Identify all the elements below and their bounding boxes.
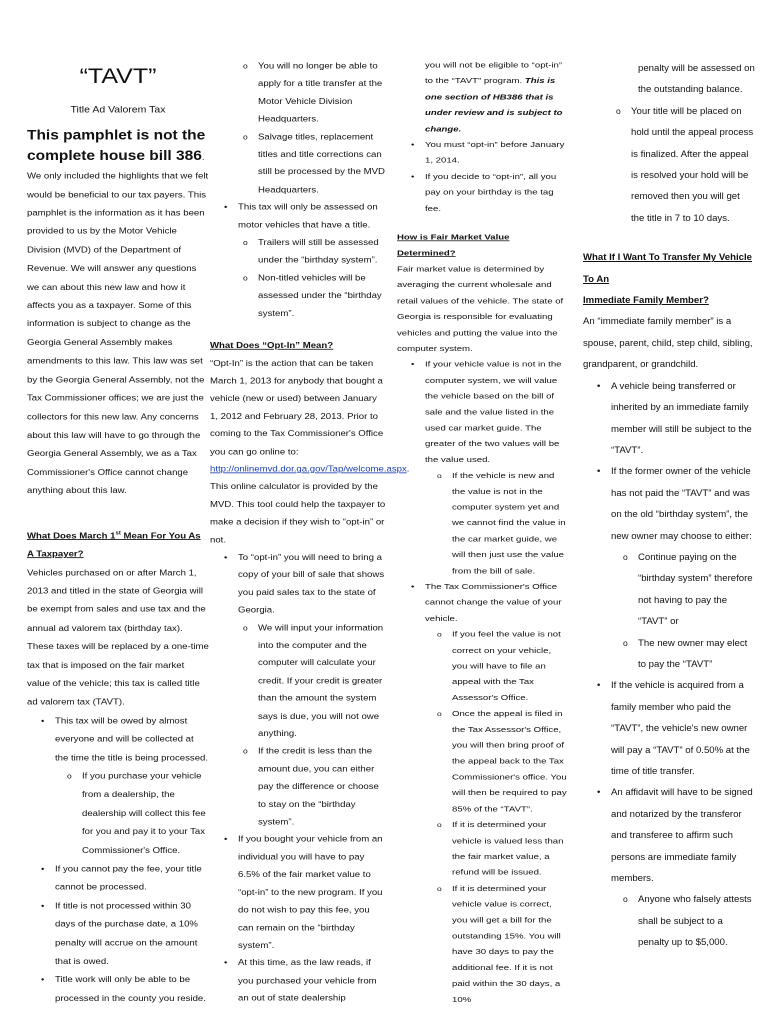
fair-market-paragraph: Fair market value is determined by averaging the current wholesale and retail values of the vehicle. The state of Georgia is responsible for evaluating vehicles and putting the value into the computer system. [397, 265, 564, 354]
family-heading-line2: Immediate Family Member? [583, 295, 709, 307]
list-item: • If you cannot pay the fee, your title cannot be processed. [27, 860, 209, 897]
list-item: • An affidavit will have to be signed and notarized by the transferor and transferee to affirm such persons are immediate family members. [583, 782, 755, 889]
opt-in-heading: What Does “Opt-In” Mean? [210, 341, 334, 351]
intro-text: . We only included the highlights that we felt would be beneficial to our tax payers. This pamphlet is the information as it has been provided to us by the Motor Vehicle Division (MVD) of the Department of Revenue. We will answer any questions we can about this new law and how it affects you as a taxpayer. Some of this information is subject to change as the Georgia General Assembly makes amendments to this law. This law was set by the Georgia General Assembly, not the Tax Commissioner offices; we are just the collectors for this new law. Any concerns about this law will have to go through the Georgia General Assembly, we as a Tax Commissioner's Office cannot change anything about this law. [27, 153, 209, 496]
list-subitem: o We will input your information into the computer and the computer will calculate your credit. If your credit is greater than the amount the system says is due, you will not owe anything. [210, 620, 386, 743]
list-item: • If the former owner of the vehicle has not paid the “TAVT” and was on the old “birthday system”, the new owner may choose to either: [583, 461, 755, 547]
list-subitem: o Salvage titles, replacement titles and title corrections can still be processed by the MVD Headquarters. [210, 129, 386, 200]
fair-market-heading: How is Fair Market Value Determined? [397, 233, 510, 258]
list-subitem: o You will no longer be able to apply for a title transfer at the Motor Vehicle Division Headquarters. [210, 58, 386, 129]
list-subitem: o If you feel the value is not correct on your vehicle, you will have to file an appeal with the Tax Assessor's Office. [397, 627, 569, 706]
list-item: • If you bought your vehicle from an individual you will have to pay 6.5% of the fair market value to “opt-in” to the new program. If you do not wish to pay this fee, you can remain on the “birthday system”. [210, 831, 386, 954]
list-item: • You must “opt-in” before January 1, 2014. [397, 137, 569, 169]
opt-in-paragraph [210, 355, 410, 549]
list-item: • The Tax Commissioner's Office cannot change the value of your vehicle. [397, 579, 569, 627]
list-item: • If the vehicle is acquired from a family member who paid the “TAVT”, the vehicle's new owner will pay a “TAVT” of 0.50% at the time of title transfer. [583, 675, 755, 782]
list-item: • If title is not processed within 30 days of the purchase date, a 10% penalty will accrue on the amount that is owed. [27, 897, 209, 971]
list-item: • This tax will only be assessed on motor vehicles that have a title. [210, 199, 386, 234]
column-4 [583, 58, 755, 954]
list-subitem: o If you purchase your vehicle from a dealership, the dealership will collect this fee for you and pay it to your Tax Commissioner's Office. [27, 767, 209, 860]
column-2 [210, 58, 410, 1008]
list-subitem: o If it is determined your vehicle value is correct, you will get a bill for the outstanding 15%. You will have 30 days to pay the additional fee. If it is not paid within the 30 days, a 10% [397, 881, 569, 1008]
list-item: • If you decide to “opt-in”, all you pay on your birthday is the tag fee. [397, 169, 569, 217]
list-item: • At this time, as the law reads, if you purchased your vehicle from an out of state dealership [210, 955, 386, 1008]
intro-paragraph [27, 127, 209, 501]
march-heading [27, 525, 209, 564]
march-paragraph: Vehicles purchased on or after March 1, 2013 and titled in the state of Georgia will be exempt from sales and use tax and the annual ad valorem tax (birthday tax). These taxes will be replaced by a one-time tax that is imposed on the fair market value of the vehicle; this tax is called title ad valorem tax (TAVT). [27, 568, 209, 708]
continued-text: penalty will be assessed on the outstanding balance. [638, 63, 755, 96]
continued-text [397, 58, 569, 137]
pamphlet-title: “TAVT” [79, 64, 157, 89]
list-subitem: o Your title will be placed on hold until the appeal process is finalized. After the appeal is resolved your hold will be removed then you will get the title in 7 to 10 days. [583, 101, 755, 229]
march-heading-pre: What Does March 1 [27, 531, 116, 541]
list-subitem: o Non-titled vehicles will be assessed under the “birthday system”. [210, 270, 386, 323]
march-heading-sup: st [115, 530, 121, 537]
list-subitem: o If it is determined your vehicle is valued less than the fair market value, a refund will be issued. [397, 817, 569, 881]
opt-in-text: “Opt-In” is the action that can be taken March 1, 2013 for anybody that bought a vehicle (new or used) between January 1, 2012 and February 28, 2013. Prior to coming to the Tax Commissioner's Office you can go online to: [210, 359, 384, 457]
march-heading-post: Mean For You As A Taxpayer? [27, 531, 201, 560]
list-item: • A vehicle being transferred or inherited by an immediate family member will still be subject to the “TAVT”. [583, 376, 755, 462]
list-subitem: o The new owner may elect to pay the “TAVT” [583, 633, 755, 676]
list-subitem: o Once the appeal is filed in the Tax Assessor's Office, you will then bring proof of the appeal back to the Tax Commissioner's office. You will then be required to pay 85% of the “TAVT”. [397, 706, 569, 817]
review-note: This is one section of HB386 that is under review and is subject to change. [425, 77, 563, 134]
family-heading-line1: What If I Want To Transfer My Vehicle To An [583, 252, 752, 285]
list-item: • Title work will only be able to be processed in the county you reside. [27, 971, 209, 1008]
column-3 [397, 58, 569, 1008]
list-subitem: o Anyone who falsely attests shall be subject to a penalty up to $5,000. [583, 889, 755, 953]
list-item: • This tax will be owed by almost everyone and will be collected at the time the title is being processed. [27, 712, 209, 768]
list-item: • If your vehicle value is not in the computer system, we will value the vehicle based on the bill of sale and the value listed in the used car market guide. The greater of the two values will be the value used. [397, 357, 569, 468]
list-subitem: o If the credit is less than the amount due, you can either pay the difference or choose to stay on the “birthday system”. [210, 743, 386, 831]
column-1 [27, 58, 209, 1008]
list-subitem: o Continue paying on the “birthday system” therefore not having to pay the “TAVT” or [583, 547, 755, 633]
list-item: • To “opt-in” you will need to bring a copy of your bill of sale that shows you paid sales tax to the state of Georgia. [210, 549, 386, 620]
opt-in-text-cont: . This online calculator is provided by the MVD. This tool could help the taxpayer to make a decision if they wish to “opt-in” or not. [210, 464, 410, 545]
intro-bold: This pamphlet is not the complete house bill 386 [27, 128, 206, 164]
calculator-link[interactable]: http://onlinemvd.dor.ga.gov/Tap/welcome.aspx [210, 464, 407, 475]
list-subitem: o If the vehicle is new and the value is not in the computer system yet and we cannot find the value in the car market guide, we will then just use the value from the bill of sale. [397, 468, 569, 579]
pamphlet-subtitle: Title Ad Valorem Tax [70, 104, 166, 116]
list-subitem: o Trailers will still be assessed under the “birthday system”. [210, 234, 386, 269]
continued-text-plain: you will not be eligible to “opt-in” to the “TAVT” program. [425, 61, 563, 86]
family-paragraph: An “immediate family member” is a spouse, parent, child, step child, sibling, grandparent, or grandchild. [583, 316, 753, 371]
